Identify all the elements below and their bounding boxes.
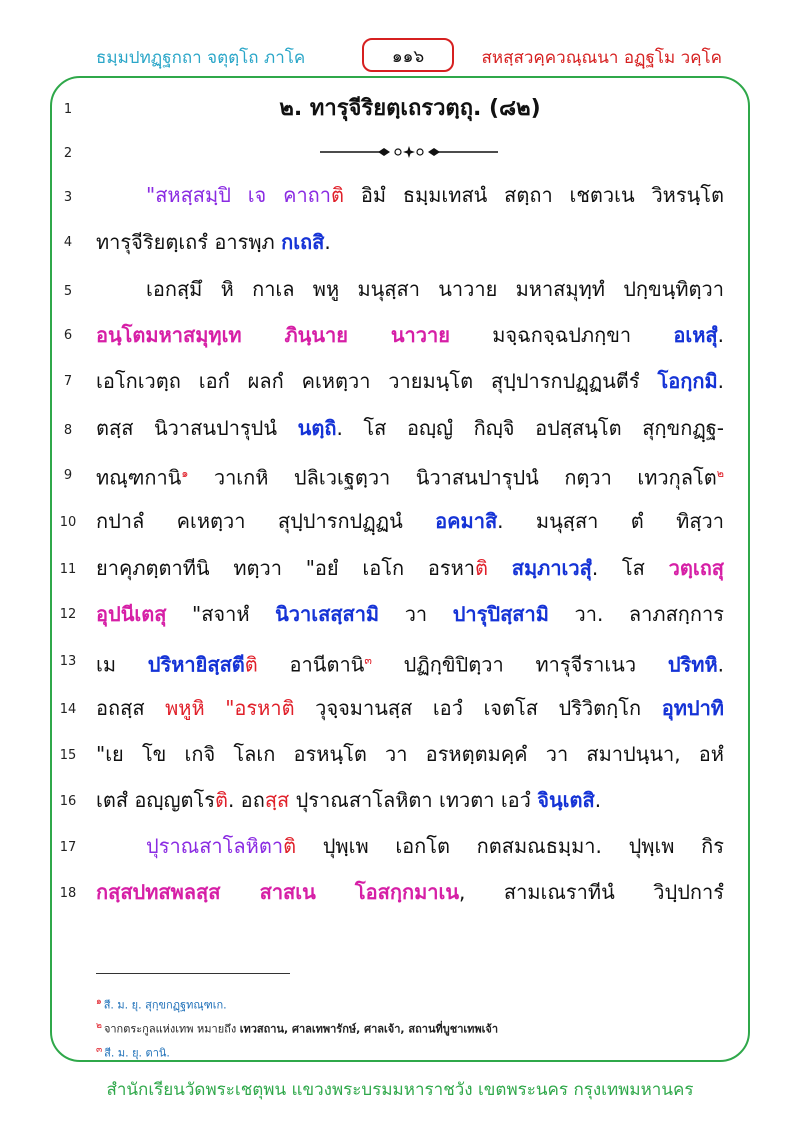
text-line-5: เอกสฺมึ หิ กาเล พหู มนุสฺสา นาวาย มหาสมุทฺทํ ปกฺขนฺทิตฺวา bbox=[146, 277, 724, 301]
footnote-text: สี. ม. ยุ. ตานิ. bbox=[104, 1046, 170, 1060]
text-line-12 bbox=[96, 600, 724, 628]
footnote-mark: ๒ bbox=[96, 1021, 102, 1031]
footnote-text: จากตระกูลแห่งเทพ หมายถึง bbox=[103, 1022, 240, 1036]
text-span: . bbox=[594, 788, 602, 812]
text-span: . โส bbox=[591, 556, 669, 580]
text-span: นตฺถิ bbox=[297, 416, 337, 440]
text-line-13 bbox=[96, 647, 724, 679]
text-span: กสฺสปทสพลสฺส สาสเน โอสกฺกมาเน bbox=[96, 880, 460, 904]
text-span: ปริทหิ bbox=[667, 652, 718, 677]
line-number: 12 bbox=[59, 607, 77, 622]
text-span: อุปนีเตสุ bbox=[96, 602, 167, 626]
text-span: สฺส bbox=[264, 788, 290, 812]
line-number: 3 bbox=[63, 190, 73, 205]
text-span: . มนุสฺสา ตํ ทิสฺวา bbox=[497, 509, 724, 533]
text-span: วา. ลาภสกฺการ bbox=[548, 602, 724, 626]
text-span: ปุราณสาโลหิตา เทวตา เอวํ bbox=[289, 788, 538, 812]
text-span: ทารุจีริยตฺเถรํ อารพฺภ bbox=[96, 230, 282, 254]
text-span: อคมาสิ bbox=[435, 509, 498, 533]
text-span: วุจฺจมานสฺส เอวํ เจตโส ปริวิตกฺโก bbox=[294, 696, 662, 720]
text-line-16 bbox=[96, 786, 724, 814]
text-span: อุทปาทิ bbox=[661, 696, 724, 720]
text-span: วาเกหิ ปลิเวเฐตฺวา นิวาสนปารุปนํ กตฺวา เทวกุลโต bbox=[188, 465, 717, 490]
line-number: 7 bbox=[63, 374, 73, 389]
line-number: 5 bbox=[63, 284, 73, 299]
text-line-17 bbox=[146, 832, 724, 860]
text-line-18 bbox=[96, 878, 724, 906]
line-number: 1 bbox=[63, 102, 73, 117]
text-span: ปริหายิสฺสตี bbox=[147, 652, 245, 677]
footnote-3 bbox=[96, 1042, 170, 1062]
text-span: วตฺเถสุ bbox=[668, 556, 725, 580]
text-span: เอโกเวตฺถ เอกํ ผลกํ คเหตฺวา วายมนฺโต สุปฺปารกปฏฺฏนตีรํ bbox=[96, 369, 658, 393]
text-span: ติ bbox=[214, 788, 228, 812]
line-number: 8 bbox=[63, 423, 73, 438]
line-number: 9 bbox=[63, 468, 73, 483]
line-number: 15 bbox=[59, 748, 77, 763]
text-span: ทณฺฑกานิ bbox=[96, 465, 182, 490]
footnote-1 bbox=[96, 994, 227, 1014]
text-span: ติ bbox=[244, 652, 258, 677]
header-chapter-title: สหสฺสวคฺควณฺณนา อฏฺฐโม วคฺโค bbox=[481, 48, 722, 68]
text-line-3 bbox=[146, 181, 724, 209]
footnote-mark: ๑ bbox=[96, 997, 102, 1007]
text-span: . bbox=[717, 369, 724, 393]
text-span: ตสฺส นิวาสนปารุปนํ bbox=[96, 416, 298, 440]
text-span: "สจาหํ bbox=[166, 602, 276, 626]
line-number: 11 bbox=[59, 562, 77, 577]
text-span: พหูหิ "อรหา bbox=[144, 696, 282, 720]
text-span: ปฏิกฺขิปิตฺวา ทารุจีราเนว bbox=[371, 652, 668, 677]
line-number: 4 bbox=[63, 235, 73, 250]
text-span: มจฺฉกจฺฉปภกฺขา bbox=[449, 323, 674, 347]
text-line-9 bbox=[96, 460, 724, 492]
text-span: , สามเณราทีนํ วิปฺปการํ bbox=[459, 880, 724, 904]
text-span: ติ bbox=[283, 834, 297, 858]
text-span: อานีตานิ bbox=[257, 652, 365, 677]
text-span: . bbox=[717, 652, 724, 677]
footnote-ref: ๒ bbox=[716, 467, 724, 480]
footnote-text-bold: เทวสถาน, ศาลเทพารักษ์, ศาลเจ้า, สถานที่บูชาเทพเจ้า bbox=[239, 1022, 499, 1036]
line-number: 14 bbox=[59, 702, 77, 717]
text-span: ติ bbox=[331, 183, 345, 207]
text-span: ติ bbox=[475, 556, 488, 580]
line-number: 13 bbox=[59, 654, 77, 669]
text-line-4 bbox=[96, 228, 724, 256]
line-number: 10 bbox=[59, 515, 77, 530]
text-span: . bbox=[324, 230, 331, 254]
footnote-text: สี. ม. ยุ. สุกฺขกฏฺฐทณฺฑเก. bbox=[103, 998, 227, 1012]
text-span: สมฺภาเวสุํ bbox=[511, 556, 592, 580]
text-span: ปุราณสาโลหิตา bbox=[146, 834, 284, 858]
line-number: 17 bbox=[59, 840, 77, 855]
text-span: เม bbox=[96, 652, 148, 677]
text-line-10 bbox=[96, 507, 724, 535]
text-span: อเหสุํ bbox=[673, 323, 718, 347]
section-title: ๒. ทารุจีริยตฺเถรวตฺถุ. (๘๒) bbox=[279, 96, 541, 121]
text-span: ปารุปิสฺสามิ bbox=[452, 602, 549, 626]
text-span: ยาคุภตฺตาทีนิ ทตฺวา "อยํ เอโก อรหา bbox=[96, 556, 475, 580]
text-span: กเถสิ bbox=[281, 230, 325, 254]
text-line-7 bbox=[96, 367, 724, 395]
text-span: ติ bbox=[281, 696, 295, 720]
line-number: 6 bbox=[63, 328, 73, 343]
text-span: อิมํ ธมฺมเทสนํ สตฺถา เชตวเน วิหรนฺโต bbox=[344, 183, 725, 207]
text-span: วา bbox=[379, 602, 453, 626]
page-footer: สำนักเรียนวัดพระเชตุพน แขวงพระบรมมหาราชวัง เขตพระนคร กรุงเทพมหานคร bbox=[106, 1080, 694, 1100]
page-number: ๑๑๖ bbox=[362, 38, 454, 72]
text-span: . โส อญฺญํ กิญฺจิ อปสฺสนฺโต สุกฺขกฏฺฐ- bbox=[336, 416, 725, 440]
footnote-divider bbox=[96, 973, 290, 974]
text-span: อนฺโตมหาสมุทฺเท ภินฺนาย นาวาย bbox=[96, 323, 450, 347]
text-span: ปุพฺเพ เอกโต กตสมณธมฺมา. ปุพฺเพ กิร bbox=[296, 834, 724, 858]
text-span: โอกฺกมิ bbox=[657, 369, 718, 393]
text-span: กปาลํ คเหตฺวา สุปฺปารกปฏฺฏนํ bbox=[96, 509, 436, 533]
footnote-ref: ๓ bbox=[364, 654, 372, 667]
line-number: 18 bbox=[59, 886, 77, 901]
footnote-mark: ๓ bbox=[96, 1045, 103, 1055]
footnote-2 bbox=[96, 1018, 498, 1038]
line-number: 2 bbox=[63, 146, 73, 161]
text-span: . bbox=[717, 323, 724, 347]
text-line-11 bbox=[96, 554, 724, 582]
text-line-6 bbox=[96, 321, 724, 349]
text-line-14 bbox=[96, 694, 724, 722]
footnote-ref: ๑ bbox=[181, 467, 189, 480]
text-span: . อถ bbox=[227, 788, 265, 812]
ornament-divider bbox=[318, 146, 500, 158]
text-span: "สหสฺสมฺปิ เจ คาถา bbox=[146, 183, 332, 207]
text-span bbox=[488, 556, 512, 580]
header-book-title: ธมฺมปทฏฺฐกถา จตุตฺโถ ภาโค bbox=[96, 48, 306, 68]
line-number: 16 bbox=[59, 794, 77, 809]
text-span: เตสํ อญฺญตโร bbox=[96, 788, 215, 812]
text-line-15: "เย โข เกจิ โลเก อรหนฺโต วา อรหตฺตมคฺคํ วา สมาปนฺนา, อหํ bbox=[96, 742, 724, 766]
text-line-8 bbox=[96, 414, 724, 442]
text-span: อถสฺส bbox=[96, 696, 145, 720]
text-span: จินฺเตสิ bbox=[537, 788, 595, 812]
text-span: นิวาเสสฺสามิ bbox=[275, 602, 380, 626]
